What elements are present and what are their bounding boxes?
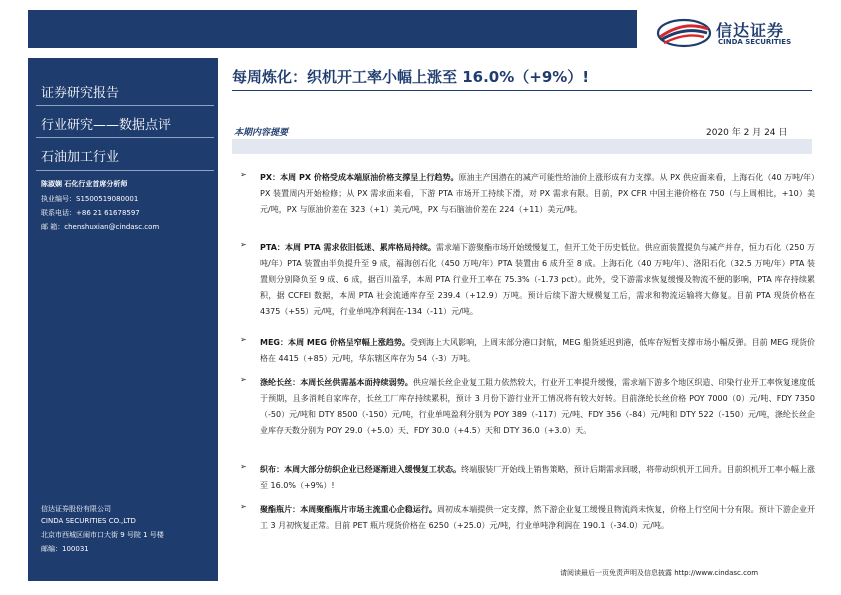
analyst-email: 邮 箱：chenshuxian@cindasc.com: [41, 223, 160, 231]
bullet-heading: PX：本周 PX 价格受成本端原油价格支撑呈上行趋势。: [260, 173, 459, 182]
bullet-body: 周初成本端提供一定支撑，然下游企业复工缓慢且物流尚未恢复，价格上行空间十分有限。预计下游企业开工 3 月初恢复正常。目前 PET 瓶片现货价格在 6250（+25.0）元/吨，行业单吨净利润在 190.1（-34.0）元/吨。: [260, 505, 815, 530]
company-name-en: CINDA SECURITIES CO.,LTD: [41, 517, 136, 525]
report-date: 2020 年 2 月 24 日: [706, 128, 788, 138]
arrow-bullet-icon: ➢: [240, 170, 247, 179]
header-bar: [28, 10, 637, 48]
bullet-text: [260, 502, 815, 534]
analyst-name: 陈淑娴 石化行业首席分析师: [41, 180, 128, 188]
arrow-bullet-icon: ➢: [240, 335, 247, 344]
logo-text-en: CINDA SECURITIES: [718, 38, 792, 46]
sidebar: [28, 58, 218, 581]
bullet-body: 供应端长丝企业复工阻力依然较大，行业开工率提升缓慢，需求端下游多个地区织造、印染行业开工率恢复速度低于预期，且多消耗自家库存，长丝工厂库存持续累积，预计 3 月份下游行业开工情况将有较大好转。目前涤纶长丝价格 POY 7000（0）元/吨、FDY 7350（-50）元/吨和 DTY 8500（-150）元/吨，行业单吨盈利分别为 POY 389（-117）元/吨、FDY 356（-84）元/吨和 DTY 522（-150）元/吨，涤纶长丝企业库存天数分别为 POY 29.0（+5.0）天、FDY 30.0（+4.5）天和 DTY 36.0（+3.0）天。: [260, 378, 816, 435]
bullet-heading: 涤纶长丝：本周长丝供需基本面持续弱势。: [260, 378, 413, 387]
bullet-pta: [240, 240, 815, 320]
industry-name: 石油加工行业: [41, 150, 120, 165]
logo-text-cn: 信达证券: [716, 21, 785, 40]
bullet-heading: 聚酯瓶片：本周聚酯瓶片市场主流重心企稳运行。: [260, 505, 437, 514]
bullet-body: 原油主产国潜在的减产可能性给油价上涨形成有力支撑。从 PX 供应面来看，上海石化（40 万吨/年）PX 装置周内开始检修；从 PX 需求面来看，下游 PTA 市场开工持续下滑，对 PX 需求有限。目前，PX CFR 中国主港价格在 750（与上周相比，+10）美元/吨，PX 与原油价差在 323（+1）美元/吨，PX 与石脑油价差在 224（+11）美元/吨。: [260, 173, 815, 214]
analyst-phone: 联系电话：+86 21 61678597: [41, 209, 140, 217]
bullet-heading: 织布：本周大部分纺织企业已经逐渐进入缓慢复工状态。: [260, 465, 462, 474]
bullet-pet-chips: [240, 502, 815, 534]
footer-disclaimer: 请阅读最后一页免责声明及信息披露 http://www.cindasc.com: [560, 569, 759, 577]
divider: [36, 137, 214, 138]
analyst-license: 执业编号：S1500519080001: [41, 195, 139, 203]
bullet-meg: [240, 335, 815, 367]
bullet-polyester-filament: [240, 375, 815, 439]
report-title: 每周炼化：织机开工率小幅上涨至 16.0%（+9%）!: [232, 68, 590, 86]
report-category: 行业研究——数据点评: [41, 118, 172, 133]
bullet-text: [260, 462, 815, 494]
bullet-text: [260, 170, 815, 218]
bullet-text: [260, 335, 815, 367]
company-postcode: 邮编：100031: [41, 545, 89, 553]
arrow-bullet-icon: ➢: [240, 240, 247, 249]
section-header-bar: [232, 139, 812, 154]
bullet-body: 受到海上大风影响，上周末部分港口封航，MEG 船货延迟到港，低库存短暂支撑市场小幅反弹。目前 MEG 现货价格在 4415（+85）元/吨，华东辖区库存为 54（-3）万吨。: [260, 338, 815, 363]
cinda-logo-icon: [656, 18, 712, 48]
bullet-body: 需求端下游聚酯市场开始缓慢复工，但开工处于历史低位。供应面装置提负与减产并存，恒力石化（250 万吨/年）PTA 装置由半负提升至 9 成，福海创石化（450 万吨/年）PTA 装置由 6 成升至 8 成。上海石化（40 万吨/年）、洛阳石化（32.5 万吨/年）PTA 装置则分别降负至 9 成、6 成，据百川盈孚，本周 PTA 行业开工率在 75.3%（-1.73 pct）。此外，受下游需求恢复缓慢及物流不便的影响，PTA 库存持续累积，据 CCFEI 数据，本周 PTA 社会流通库存至 239.4（+12.9）万吨。预计后续下游大规模复工后，需求和物流运输将大修复。目前 PTA 现货价格在 4375（+55）元/吨，行业单吨净利润在-134（-11）元/吨。: [260, 243, 815, 316]
arrow-bullet-icon: ➢: [240, 502, 247, 511]
divider: [36, 105, 214, 106]
divider: [36, 170, 214, 171]
company-name-cn: 信达证券股份有限公司: [41, 505, 111, 513]
arrow-bullet-icon: ➢: [240, 375, 247, 384]
bullet-text: [260, 240, 815, 320]
bullet-text: [260, 375, 815, 439]
bullet-heading: PTA：本周 PTA 需求依旧低迷、累库格局持续。: [260, 243, 436, 252]
bullet-weaving: [240, 462, 815, 494]
bullet-body: 终端服装厂开始线上销售策略，预计后期需求回暖，将带动织机开工回升。目前织机开工率小幅上涨至 16.0%（+9%）!: [260, 465, 816, 490]
company-logo: [656, 18, 816, 48]
report-type: 证券研究报告: [41, 86, 120, 101]
arrow-bullet-icon: ➢: [240, 462, 247, 471]
bullet-heading: MEG：本周 MEG 价格呈窄幅上涨趋势。: [260, 338, 410, 347]
title-divider: [232, 90, 812, 91]
section-label: 本期内容提要: [234, 128, 289, 138]
bullet-px: [240, 170, 815, 218]
company-address: 北京市西城区闹市口大街 9 号院 1 号楼: [41, 531, 164, 539]
